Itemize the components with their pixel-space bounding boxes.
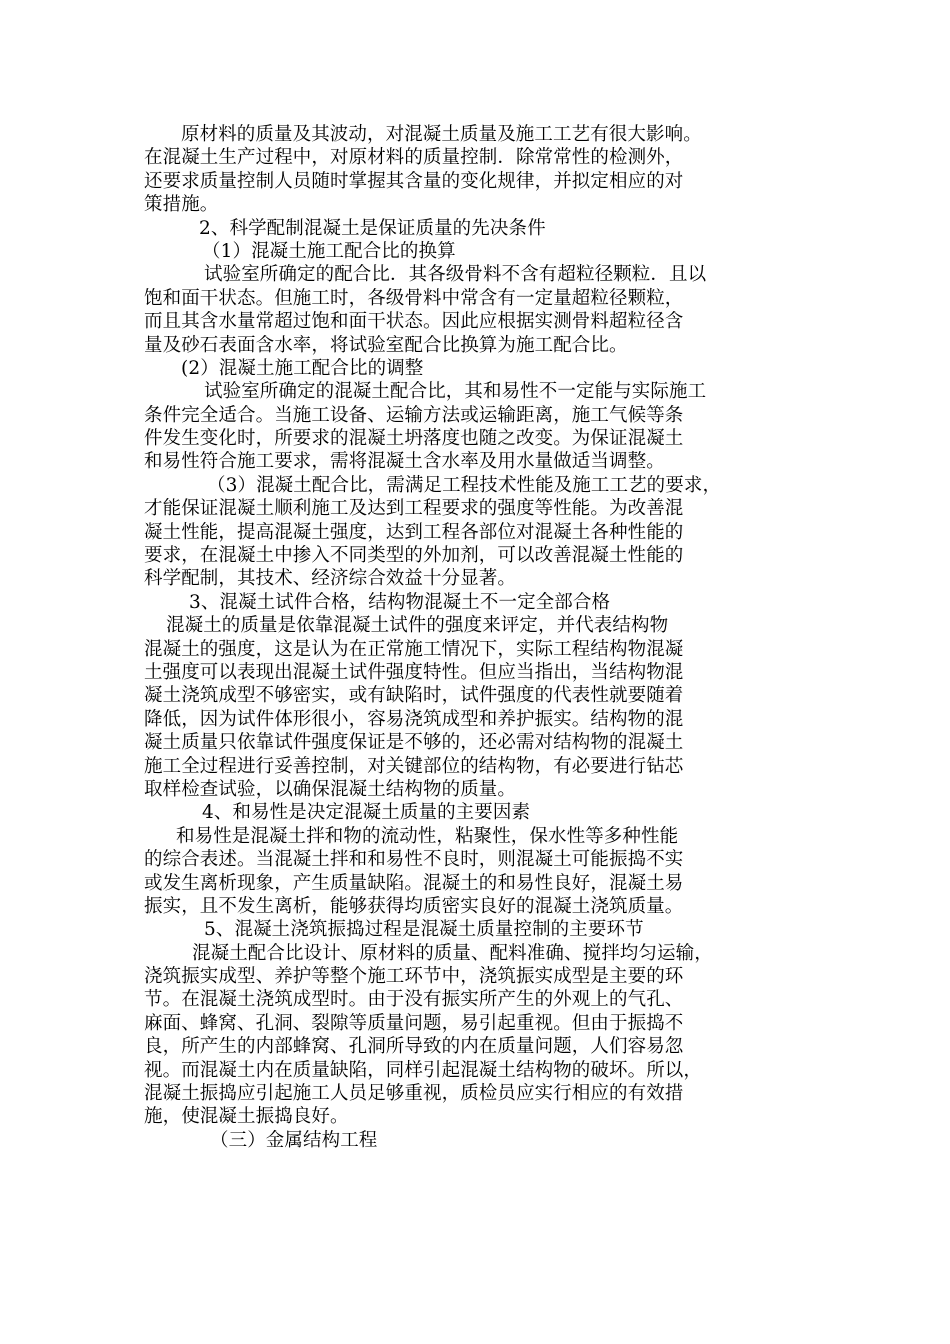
text-line: 条件完全适合。当施工设备、运输方法或运输距离，施工气候等条 [144, 404, 684, 426]
text-line: 还要求质量控制人员随时掌握其含量的变化规律，并拟定相应的对 [144, 170, 684, 192]
text-line: 才能保证混凝土顺利施工及达到工程要求的强度等性能。为改善混 [144, 498, 684, 520]
text-line: 而且其含水量常超过饱和面干状态。因此应根据实测骨料超粒径含 [144, 311, 684, 333]
text-line: 节。在混凝土浇筑成型时。由于没有振实所产生的外观上的气孔、 [144, 989, 684, 1011]
text-line: 件发生变化时，所要求的混凝土坍落度也随之改变。为保证混凝土 [144, 428, 684, 450]
subsection-heading: （1）混凝土施工配合比的换算 [202, 240, 456, 262]
text-line: 施，使混凝土振捣良好。 [144, 1106, 349, 1128]
text-line: 混凝土的质量是依靠混凝土试件的强度来评定，并代表结构物 [166, 615, 669, 637]
section-heading: 2、科学配制混凝土是保证质量的先决条件 [199, 217, 546, 239]
section-heading: 3、混凝土试件合格，结构物混凝土不一定全部合格 [189, 591, 611, 613]
text-line: 或发生离析现象，产生质量缺陷。混凝土的和易性良好，混凝土易 [144, 872, 684, 894]
text-line: 和易性符合施工要求，需将混凝土含水率及用水量做适当调整。 [144, 451, 665, 473]
section-heading: 4、和易性是决定混凝土质量的主要因素 [202, 802, 531, 824]
text-line: 降低，因为试件体形很小，容易浇筑成型和养护振实。结构物的混 [144, 708, 684, 730]
text-line: 混凝土配合比设计、原材料的质量、配料准确、搅拌均匀运输， [192, 942, 713, 964]
document-body [144, 123, 824, 1152]
text-line: 的综合表述。当混凝土拌和和易性不良时，则混凝土可能振捣不实 [144, 849, 684, 871]
text-line: 视。而混凝土内在质量缺陷，同样引起混凝土结构物的破坏。所以， [144, 1059, 703, 1081]
subsection-heading: (2）混凝土施工配合比的调整 [181, 357, 424, 379]
text-line: 施工全过程进行妥善控制，对关键部位的结构物，有必要进行钻芯 [144, 755, 684, 777]
text-line: 振实，且不发生离析，能够获得均质密实良好的混凝土浇筑质量。 [144, 895, 684, 917]
text-line: 要求，在混凝土中掺入不同类型的外加剂，可以改善混凝土性能的 [144, 545, 684, 567]
section-heading: （三）金属结构工程 [210, 1129, 378, 1151]
text-line: 凝土性能，提高混凝土强度，达到工程各部位对混凝土各种性能的 [144, 521, 684, 543]
text-line: 土强度可以表现出混凝土试件强度特性。但应当指出，当结构物混 [144, 661, 684, 683]
text-line: 策措施。 [144, 194, 219, 216]
text-line: 取样检查试验，以确保混凝土结构物的质量。 [144, 778, 517, 800]
text-line: 和易性是混凝土拌和物的流动性，粘聚性，保水性等多种性能 [176, 825, 679, 847]
text-line: 在混凝土生产过程中，对原材料的质量控制．除常常性的检测外， [144, 147, 684, 169]
text-line: 科学配制，其技术、经济综合效益十分显著。 [144, 568, 517, 590]
text-line: 原材料的质量及其波动，对混凝土质量及施工工艺有很大影响。 [181, 124, 702, 145]
text-line: 浇筑振实成型、养护等整个施工环节中，浇筑振实成型是主要的环 [144, 966, 684, 988]
text-line: 凝土质量只依靠试件强度保证是不够的，还必需对结构物的混凝土 [144, 732, 684, 754]
text-line: 麻面、蜂窝、孔洞、裂隙等质量问题，易引起重视。但由于振捣不 [144, 1012, 684, 1034]
text-line: 凝土浇筑成型不够密实，或有缺陷时，试件强度的代表性就要随着 [144, 685, 684, 707]
text-line: 良，所产生的内部蜂窝、孔洞所导致的内在质量问题，人们容易忽 [144, 1036, 684, 1058]
text-line: 混凝土的强度，这是认为在正常施工情况下，实际工程结构物混凝 [144, 638, 684, 660]
section-heading: 5、混凝土浇筑振捣过程是混凝土质量控制的主要环节 [204, 919, 644, 941]
text-line: 量及砂石表面含水率，将试验室配合比换算为施工配合比。 [144, 334, 628, 356]
text-line: 饱和面干状态。但施工时，各级骨料中常含有一定量超粒径颗粒， [144, 287, 684, 309]
text-line: 试验室所确定的配合比．其各级骨料不含有超粒径颗粒．且以 [204, 264, 707, 286]
text-line: 试验室所确定的混凝土配合比，其和易性不一定能与实际施工 [204, 381, 707, 403]
text-line: 混凝土振捣应引起施工人员足够重视，质检员应实行相应的有效措 [144, 1083, 684, 1105]
text-line: （3）混凝土配合比，需满足工程技术性能及施工工艺的要求， [207, 474, 722, 496]
